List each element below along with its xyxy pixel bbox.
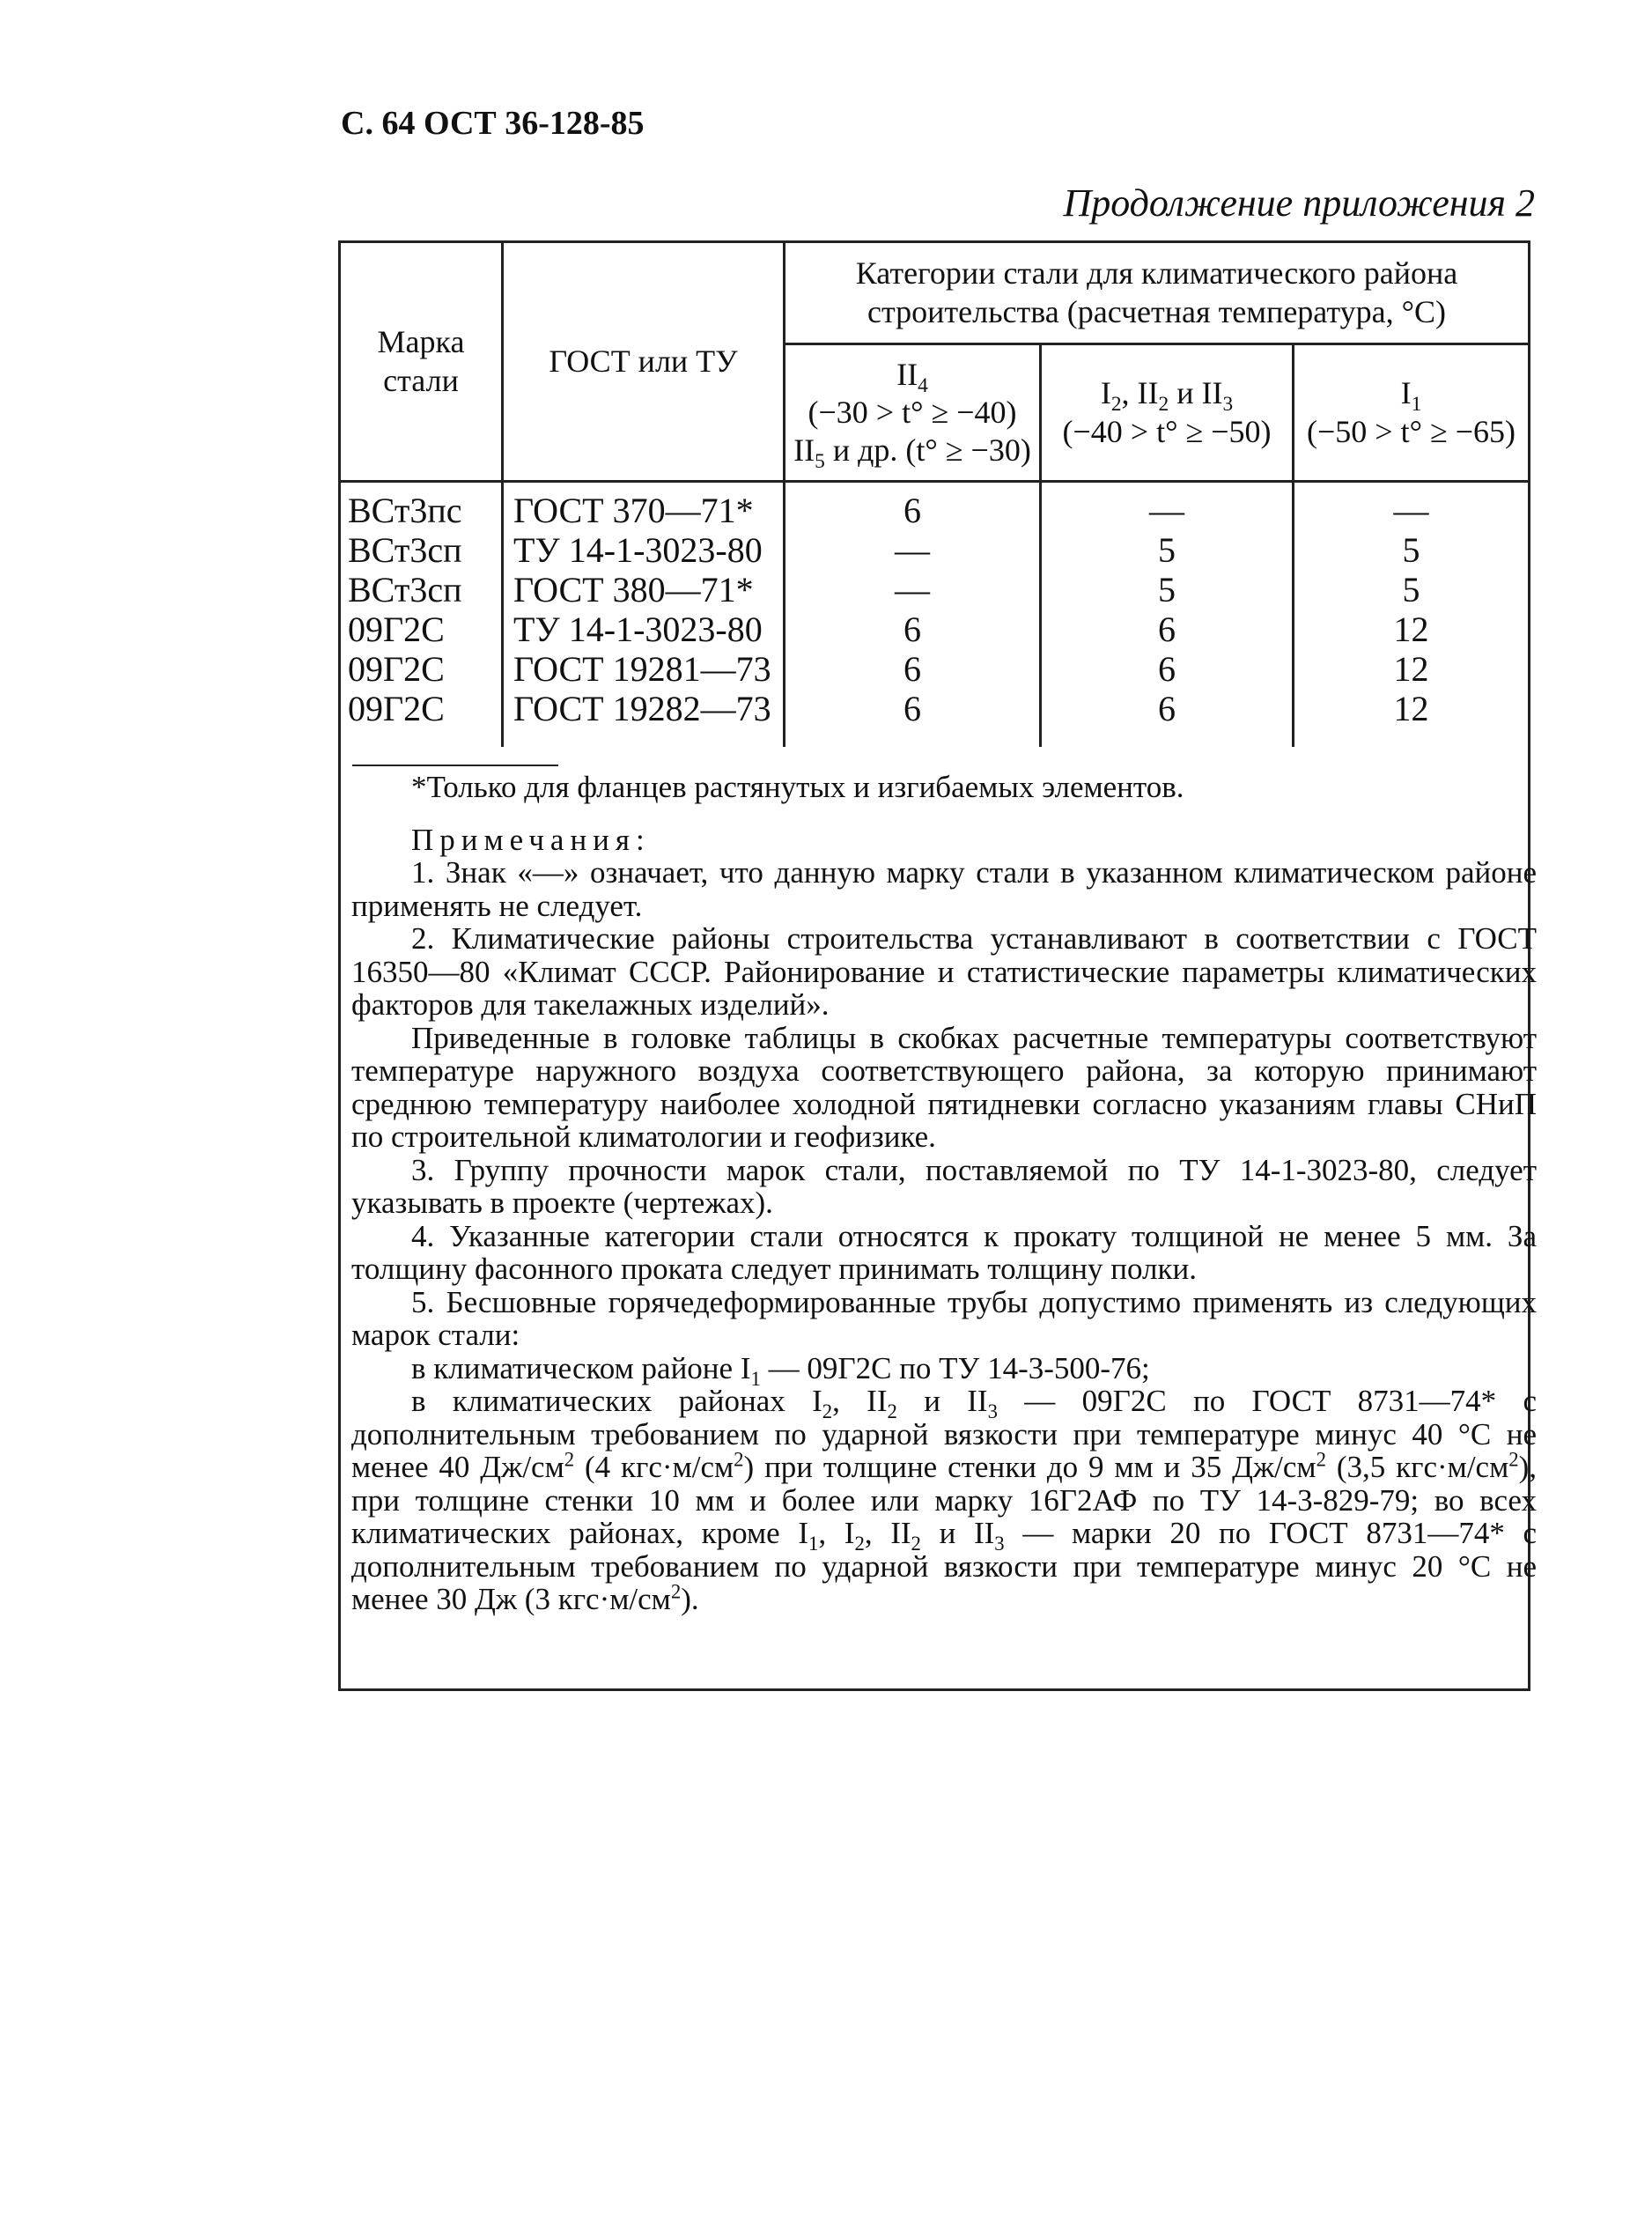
table-cell: 09Г2С bbox=[348, 689, 445, 728]
table-cell: 6 bbox=[903, 609, 921, 649]
table-cell: 12 bbox=[1393, 649, 1429, 689]
header-zone-ii4: $II_4$ (−30 > t° ≥ −40) $II_5$ и др. (t° ≥ −30) bbox=[793, 356, 1031, 474]
table-cell: 5 bbox=[1402, 530, 1420, 570]
table-cell: ГОСТ 380—71* bbox=[513, 570, 754, 609]
table-cell: 09Г2С bbox=[348, 609, 445, 649]
table-cell: — bbox=[895, 570, 930, 609]
table-cell: — bbox=[1149, 491, 1184, 530]
table-cell: — bbox=[895, 530, 930, 570]
table-cell: 6 bbox=[903, 649, 921, 689]
column-grades bbox=[348, 491, 461, 728]
note-3: 3. Группу прочности марок стали, поставляемой по ТУ 14-1-3023-80, следует указывать в проекте (чертежах). bbox=[351, 1152, 1537, 1220]
table-cell: ТУ 14-1-3023-80 bbox=[513, 530, 763, 570]
note-2-explanation: Приведенные в головке таблицы в скобках расчетные температуры соответствуют температуре наружного воздуха соответствующего района, за которую принимают среднюю температуру наиболее холодной пятидневки согласно указаниям главы СНиП по строительной климатологии и геофизике. bbox=[351, 1020, 1537, 1154]
table-cell: 5 bbox=[1402, 570, 1420, 609]
table-cell: ВСт3сп bbox=[348, 570, 462, 609]
header-zone-i2-ii2-ii3: $I_2$, $II_2$ и $II_3$ (−40 > t° ≥ −50) bbox=[1062, 375, 1272, 449]
note-1: 1. Знак «—» означает, что данную марку стали в указанном климатическом районе применять не следует. bbox=[351, 855, 1537, 923]
continuation-title: Продолжение приложения 2 bbox=[1063, 181, 1535, 225]
note-2: 2. Климатические районы строительства устанавливают в соответствии с ГОСТ 16350—80 «Климат СССР. Районирование и статистические параметры климатических факторов для такелажных изделий». bbox=[351, 921, 1537, 1022]
table-cell: ГОСТ 19282—73 bbox=[513, 689, 771, 728]
column-zone-i1 bbox=[1294, 491, 1528, 728]
notes-section bbox=[351, 771, 1537, 1616]
table-cell: 6 bbox=[903, 689, 921, 728]
footnote: *Только для фланцев растянутых и изгибаемых элементов. bbox=[411, 770, 1184, 804]
header-zone-i1: $I_1$ (−50 > t° ≥ −65) bbox=[1306, 375, 1516, 449]
table-cell: 6 bbox=[1158, 689, 1176, 728]
page-header: С. 64 ОСТ 36-128-85 bbox=[341, 105, 645, 142]
table-cell: ВСт3пс bbox=[348, 491, 462, 530]
table-cell: — bbox=[1393, 491, 1429, 530]
header-grade: Марка стали bbox=[377, 324, 465, 398]
table-cell: 5 bbox=[1158, 530, 1176, 570]
table-cell: ГОСТ 370—71* bbox=[513, 491, 754, 530]
note-5-item-1: в климатическом районе $I_1$ — 09Г2С по ТУ 14-3-500-76; bbox=[411, 1350, 1150, 1390]
notes-title: Примечания: bbox=[411, 822, 651, 857]
table-cell: 09Г2С bbox=[348, 649, 445, 689]
column-zone-ii4 bbox=[785, 491, 1039, 728]
table-cell: ВСт3сп bbox=[348, 530, 462, 570]
note-4: 4. Указанные категории стали относятся к прокату толщиной не менее 5 мм. За толщину фасонного проката следует принимать толщину полки. bbox=[351, 1218, 1537, 1286]
table-cell: 12 bbox=[1393, 689, 1429, 728]
header-standard: ГОСТ или ТУ bbox=[549, 343, 738, 379]
table-cell: 12 bbox=[1393, 609, 1429, 649]
table-cell: 5 bbox=[1158, 570, 1176, 609]
table-cell: 6 bbox=[1158, 649, 1176, 689]
table-cell: 6 bbox=[903, 491, 921, 530]
column-zone-i2-ii2-ii3 bbox=[1042, 491, 1292, 728]
footnote-rule bbox=[352, 765, 558, 766]
table-cell: 6 bbox=[1158, 609, 1176, 649]
header-categories: Категории стали для климатического района строительства (расчетная температура, °С) bbox=[855, 255, 1458, 329]
table-divider bbox=[338, 480, 1530, 483]
table-cell: ТУ 14-1-3023-80 bbox=[513, 609, 763, 649]
column-standards bbox=[513, 491, 771, 728]
table-cell: ГОСТ 19281—73 bbox=[513, 649, 771, 689]
note-5: 5. Бесшовные горячедеформированные трубы допустимо применять из следующих марок стали: bbox=[351, 1284, 1537, 1352]
note-5-item-2: в климатических районах $I_2$, $II_2$ и $II_3$ — 09Г2С по ГОСТ 8731—74* с дополнительным требованием по ударной вязкости при температуре минус 40 °С не менее 40 $Дж/см^2$ (4 $кгс\cdot м/см^2$) при толщине стенки до 9 мм и 35 $Дж/см^2$ (3,5 $кгс\cdot м/см^2$), при толщине стенки 10 мм и более или марку 16Г2АФ по ТУ 14-3-829-79; во всех климатических районах, кроме $I_1$, $I_2$, $II_2$ и $II_3$ — марки 20 по ГОСТ 8731—74* с дополнительным требованием по ударной вязкости при температуре минус 20 °С не менее 30 Дж (3 $кгс\cdot м/см^2$). bbox=[351, 1384, 1538, 1616]
